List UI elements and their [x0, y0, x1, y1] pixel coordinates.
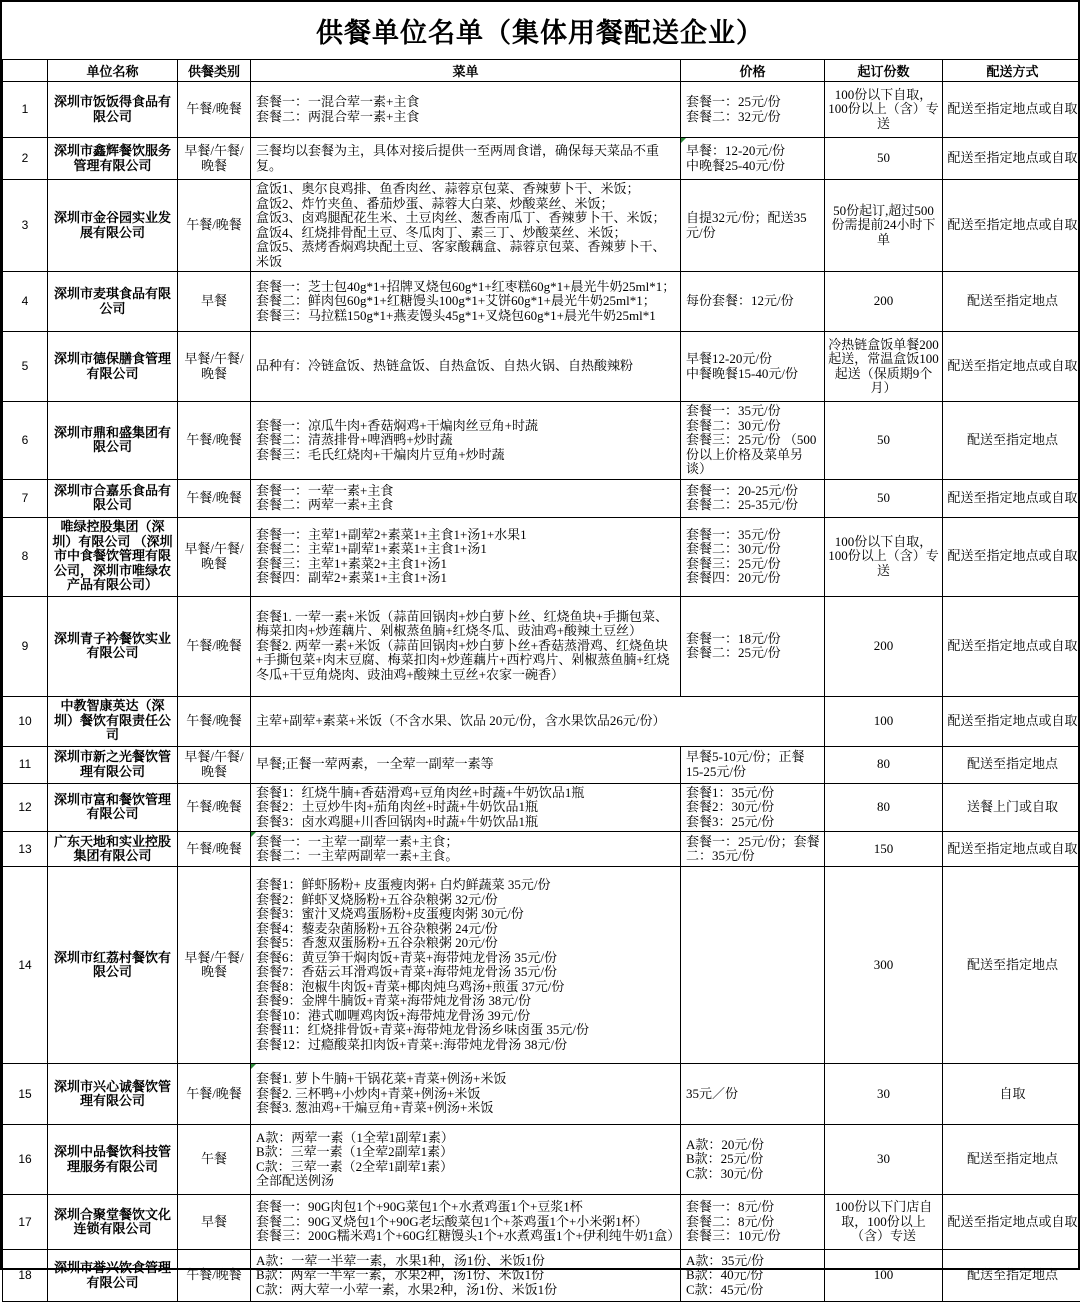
row-number-cell: 16	[3, 1125, 48, 1195]
company-name-cell: 深圳市合嘉乐食品有限公司	[48, 479, 178, 517]
row-number-cell: 14	[3, 867, 48, 1064]
table-row	[3, 1250, 1080, 1302]
delivery-cell: 配送至指定地点或自取	[943, 479, 1080, 517]
table-row	[3, 1064, 1080, 1125]
row-number-cell: 8	[3, 517, 48, 596]
meal-category-cell: 早餐/午餐/晚餐	[178, 332, 251, 402]
company-name-cell: 深圳合聚堂餐饮文化连锁有限公司	[48, 1195, 178, 1250]
price-line: 套餐2：30元/份	[686, 800, 821, 815]
menu-line: 盒饭3、卤鸡腿配花生米、土豆肉丝、葱香南瓜丁、香辣萝卜干、米饭；	[256, 211, 677, 226]
price-line: 套餐二：30元/份	[686, 419, 821, 434]
menu-line: 套餐9：金牌牛腩饭+青菜+海带炖龙骨汤 38元/份	[256, 994, 677, 1009]
catering-table	[2, 59, 1080, 1302]
menu-line: 套餐二：90G叉烧包1个+90G老坛酸菜包1个+茶鸡蛋1个+小米粥1杯）	[256, 1215, 677, 1230]
menu-line: 套餐3：卤水鸡腿+川香回锅肉+时蔬+牛奶饮品1瓶	[256, 815, 677, 830]
price-cell	[681, 783, 825, 832]
table-row	[3, 517, 1080, 596]
menu-cell	[251, 272, 681, 332]
price-line: 套餐一：25元/份；套餐二：35元/份	[686, 835, 821, 864]
meal-category-cell: 午餐/晚餐	[178, 402, 251, 480]
menu-line: 套餐4：藜麦杂菌肠粉+五谷杂粮粥 24元/份	[256, 922, 677, 937]
company-name-cell: 深圳市麦琪食品有限公司	[48, 272, 178, 332]
col-header-category: 供餐类别	[178, 60, 251, 82]
company-name-cell: 深圳市新之光餐饮管理有限公司	[48, 746, 178, 783]
company-name-cell: 深圳市德保膳食管理有限公司	[48, 332, 178, 402]
menu-line: 套餐12：过瘾酸菜扣肉饭+青菜+:海带炖龙骨汤 38元/份	[256, 1038, 677, 1053]
table-row	[3, 867, 1080, 1064]
price-cell	[681, 332, 825, 402]
menu-line: 套餐二：鲜肉包60g*1+红糖馒头100g*1+艾饼60g*1+晨光牛奶25ml*1；	[256, 294, 677, 309]
menu-line: 套餐1. 萝卜牛腩+干锅花菜+青菜+例汤+米饭	[256, 1072, 677, 1087]
menu-line: 套餐三：马拉糕150g*1+燕麦馒头45g*1+叉烧包60g*1+晨光牛奶25ml*1	[256, 309, 677, 324]
menu-line: 套餐一：一混合荤一素+主食	[256, 95, 677, 110]
menu-line: 套餐三：毛氏红烧肉+干煸肉片豆角+炒时蔬	[256, 448, 677, 463]
menu-line: 盒饭4、红烧排骨配土豆、冬瓜肉丁、素三丁、炒酸菜丝、米饭；	[256, 226, 677, 241]
menu-line: 套餐二：两荤一素+主食	[256, 498, 677, 513]
table-row	[3, 746, 1080, 783]
price-line: 套餐3：25元/份	[686, 815, 821, 830]
price-line: B款：40元/份	[686, 1268, 821, 1283]
row-number-cell: 4	[3, 272, 48, 332]
delivery-cell: 配送至指定地点或自取	[943, 596, 1080, 696]
price-line: 套餐三：25元/份	[686, 557, 821, 572]
min-order-cell: 100	[825, 1250, 943, 1302]
price-line: 套餐二：30元/份	[686, 542, 821, 557]
table-row	[3, 479, 1080, 517]
menu-cell	[251, 696, 825, 746]
menu-cell	[251, 1064, 681, 1125]
col-header-menu: 菜单	[251, 60, 681, 82]
menu-cell	[251, 867, 681, 1064]
table-row	[3, 82, 1080, 138]
price-line: 套餐四：20元/份	[686, 571, 821, 586]
col-header-price: 价格	[681, 60, 825, 82]
menu-cell	[251, 1125, 681, 1195]
min-order-cell: 100份以下门店自取，100份以上（含）专送	[825, 1195, 943, 1250]
company-name-cell: 深圳市兴心诚餐饮管理有限公司	[48, 1064, 178, 1125]
menu-cell	[251, 596, 681, 696]
price-line: 套餐一：8元/份	[686, 1200, 821, 1215]
price-cell	[681, 1125, 825, 1195]
menu-line: 套餐2. 两荤一素+米饭（蒜苗回锅肉+炒白萝卜丝+香菇蒸滑鸡、红烧鱼块+手撕包菜+肉末豆腐、梅菜扣肉+炒莲藕片+西柠鸡片、剁椒蒸鱼腩+红烧冬瓜+干豆角烧肉、豉油鸡+酸辣土豆丝+农家一碗香）	[256, 639, 677, 683]
price-line: 中晚餐25-40元/份	[686, 159, 821, 174]
row-number-cell: 6	[3, 402, 48, 480]
delivery-cell: 配送至指定地点	[943, 272, 1080, 332]
price-cell	[681, 867, 825, 1064]
min-order-cell: 50	[825, 479, 943, 517]
menu-cell	[251, 1195, 681, 1250]
row-number-cell: 5	[3, 332, 48, 402]
row-number-cell: 7	[3, 479, 48, 517]
menu-line: 套餐3. 葱油鸡+干煸豆角+青菜+例汤+米饭	[256, 1101, 677, 1116]
menu-line: C款：三荤一素（2全荤1副荤1素）	[256, 1160, 677, 1175]
meal-category-cell: 午餐/晚餐	[178, 180, 251, 272]
min-order-cell: 80	[825, 783, 943, 832]
col-header-name: 单位名称	[48, 60, 178, 82]
price-line: 中餐晚餐15-40元/份	[686, 367, 821, 382]
menu-line: 盒饭2、炸竹夹鱼、番茄炒蛋、蒜蓉大白菜、炒酸菜丝、米饭；	[256, 197, 677, 212]
min-order-cell: 50	[825, 402, 943, 480]
menu-line: 套餐三：主荤1+素菜2+主食1+汤1	[256, 557, 677, 572]
table-row	[3, 596, 1080, 696]
menu-line: 套餐一：一主荤一副荤一素+主食；	[256, 835, 677, 850]
delivery-cell: 送餐上门或自取	[943, 783, 1080, 832]
min-order-cell: 30	[825, 1125, 943, 1195]
col-header-index	[3, 60, 48, 82]
table-row	[3, 402, 1080, 480]
menu-line: 套餐三：200G糯米鸡1个+60G红糖馒头1个+水煮鸡蛋1个+伊利纯牛奶1盒）	[256, 1229, 677, 1244]
company-name-cell: 中教智康英达（深圳）餐饮有限责任公司	[48, 696, 178, 746]
min-order-cell: 100份以下自取，100份以上（含）专送	[825, 517, 943, 596]
min-order-cell: 冷热链盒饭单餐200起送，常温盒饭100起送（保质期9个月）	[825, 332, 943, 402]
company-name-cell: 深圳市鑫辉餐饮服务管理有限公司	[48, 138, 178, 180]
price-line: 早餐5-10元/份；正餐15-25元/份	[686, 750, 821, 779]
menu-line: 套餐四：副荤2+素菜1+主食1+汤1	[256, 571, 677, 586]
table-row	[3, 696, 1080, 746]
menu-line: A款：两荤一素（1全荤1副荤1素）	[256, 1131, 677, 1146]
min-order-cell: 300	[825, 867, 943, 1064]
meal-category-cell: 午餐/晚餐	[178, 696, 251, 746]
min-order-cell: 200	[825, 272, 943, 332]
table-row	[3, 1195, 1080, 1250]
price-line: 套餐二：32元/份	[686, 110, 821, 125]
delivery-cell: 配送至指定地点或自取	[943, 180, 1080, 272]
table-row	[3, 1125, 1080, 1195]
menu-line: 套餐7：香菇云耳滑鸡饭+青菜+海带炖龙骨汤 35元/份	[256, 965, 677, 980]
table-row	[3, 332, 1080, 402]
delivery-cell: 配送至指定地点或自取	[943, 696, 1080, 746]
table-row	[3, 180, 1080, 272]
price-cell	[681, 596, 825, 696]
menu-line: 早餐;正餐一荤两素，一全荤一副荤一素等	[256, 757, 677, 772]
menu-line: 套餐2：土豆炒牛肉+茄角肉丝+时蔬+牛奶饮品1瓶	[256, 800, 677, 815]
menu-line: 主荤+副荤+素菜+米饭（不含水果、饮品 20元/份，含水果饮品26元/份）	[256, 714, 821, 729]
menu-line: 套餐1：红烧牛腩+香菇滑鸡+豆角肉丝+时蔬+牛奶饮品1瓶	[256, 786, 677, 801]
price-cell	[681, 82, 825, 138]
price-line: 早餐：12-20元/份	[686, 144, 821, 159]
menu-line: B款：两荤一半荤一素，水果2种，汤1份、米饭1份	[256, 1268, 677, 1283]
row-number-cell: 10	[3, 696, 48, 746]
row-number-cell: 18	[3, 1250, 48, 1302]
price-line: 套餐三：25元/份 （500份以上价格及菜单另谈）	[686, 433, 821, 477]
menu-line: B款：三荤一素（1全荤2副荤1素）	[256, 1145, 677, 1160]
meal-category-cell: 午餐/晚餐	[178, 1250, 251, 1302]
table-row	[3, 272, 1080, 332]
delivery-cell: 配送至指定地点或自取	[943, 517, 1080, 596]
table-row	[3, 138, 1080, 180]
menu-line: 套餐一：主荤1+副荤2+素菜1+主食1+汤1+水果1	[256, 528, 677, 543]
col-header-delivery: 配送方式	[943, 60, 1080, 82]
menu-line: 套餐一：芝士包40g*1+招牌叉烧包60g*1+红枣糕60g*1+晨光牛奶25ml*1；	[256, 280, 677, 295]
row-number-cell: 13	[3, 832, 48, 867]
price-line: A款：20元/份	[686, 1138, 821, 1153]
min-order-cell: 50	[825, 138, 943, 180]
delivery-cell: 配送至指定地点或自取	[943, 82, 1080, 138]
menu-line: C款：两大荤一小荤一素，水果2种，汤1份、米饭1份	[256, 1283, 677, 1298]
menu-line: 套餐1：鲜虾肠粉+ 皮蛋瘦肉粥+ 白灼鲜蔬菜 35元/份	[256, 878, 677, 893]
table-row	[3, 832, 1080, 867]
company-name-cell: 深圳青子衿餐饮实业有限公司	[48, 596, 178, 696]
company-name-cell: 深圳市金谷园实业发展有限公司	[48, 180, 178, 272]
price-line: B款：25元/份	[686, 1152, 821, 1167]
price-line: 每份套餐：12元/份	[686, 294, 821, 309]
price-cell	[681, 180, 825, 272]
menu-line: 套餐5：香葱双蛋肠粉+五谷杂粮粥 20元/份	[256, 936, 677, 951]
menu-line: 套餐二：两混合荤一素+主食	[256, 110, 677, 125]
meal-category-cell: 早餐	[178, 272, 251, 332]
price-cell	[681, 832, 825, 867]
min-order-cell: 80	[825, 746, 943, 783]
menu-line: 套餐11：红烧排骨饭+青菜+海带炖龙骨汤乡味卤蛋 35元/份	[256, 1023, 677, 1038]
menu-line: 套餐2. 三杯鸭+小炒肉+青菜+例汤+米饭	[256, 1087, 677, 1102]
page-title: 供餐单位名单（集体用餐配送企业）	[2, 2, 1078, 59]
menu-line: 盒饭1、奥尔良鸡排、鱼香肉丝、蒜蓉京包菜、香辣萝卜干、米饭；	[256, 182, 677, 197]
menu-line: 三餐均以套餐为主，具体对接后提供一至两周食谱，确保每天菜品不重复。	[256, 144, 677, 173]
meal-category-cell: 早餐/午餐/晚餐	[178, 138, 251, 180]
menu-line: 套餐二：主荤1+副荤1+素菜1+主食1+汤1	[256, 542, 677, 557]
delivery-cell: 配送至指定地点	[943, 867, 1080, 1064]
price-line: 套餐一：35元/份	[686, 404, 821, 419]
row-number-cell: 12	[3, 783, 48, 832]
meal-category-cell: 早餐/午餐/晚餐	[178, 746, 251, 783]
menu-line: 套餐3：蜜汁叉烧鸡蛋肠粉+皮蛋瘦肉粥 30元/份	[256, 907, 677, 922]
price-line: A款：35元/份	[686, 1254, 821, 1269]
meal-category-cell: 午餐/晚餐	[178, 596, 251, 696]
min-order-cell: 50份起订,超过500份需提前24小时下单	[825, 180, 943, 272]
menu-line: 全部配送例汤	[256, 1174, 677, 1189]
price-cell	[681, 479, 825, 517]
price-line: 套餐二：25元/份	[686, 646, 821, 661]
company-name-cell: 深圳市饭饭得食品有限公司	[48, 82, 178, 138]
price-line: 套餐一：35元/份	[686, 528, 821, 543]
menu-cell	[251, 1250, 681, 1302]
menu-line: 套餐8：泡椒牛肉饭+青菜+椰肉炖乌鸡汤+煎蛋 37元/份	[256, 980, 677, 995]
price-line: C款：45元/份	[686, 1283, 821, 1298]
meal-category-cell: 早餐	[178, 1195, 251, 1250]
price-line: 套餐二：8元/份	[686, 1215, 821, 1230]
min-order-cell: 30	[825, 1064, 943, 1125]
table-row	[3, 783, 1080, 832]
company-name-cell: 深圳市鼎和盛集团有限公司	[48, 402, 178, 480]
meal-category-cell: 午餐/晚餐	[178, 783, 251, 832]
delivery-cell: 配送至指定地点或自取	[943, 832, 1080, 867]
min-order-cell: 200	[825, 596, 943, 696]
price-cell	[681, 1195, 825, 1250]
row-number-cell: 15	[3, 1064, 48, 1125]
company-name-cell: 广东天地和实业控股集团有限公司	[48, 832, 178, 867]
meal-category-cell: 午餐/晚餐	[178, 479, 251, 517]
meal-category-cell: 午餐/晚餐	[178, 832, 251, 867]
price-line: 套餐一：25元/份	[686, 95, 821, 110]
price-line: 套餐一：20-25元/份	[686, 484, 821, 499]
price-cell	[681, 272, 825, 332]
menu-line: 套餐10：港式咖喱鸡肉饭+海带炖龙骨汤 39元/份	[256, 1009, 677, 1024]
company-name-cell: 深圳市誉兴饮食管理有限公司	[48, 1250, 178, 1302]
delivery-cell: 配送至指定地点	[943, 1125, 1080, 1195]
menu-line: 套餐2：鲜虾叉烧肠粉+五谷杂粮粥 32元/份	[256, 893, 677, 908]
menu-cell	[251, 517, 681, 596]
menu-line: 套餐一：90G肉包1个+90G菜包1个+水煮鸡蛋1个+豆浆1杯	[256, 1200, 677, 1215]
price-cell	[681, 1064, 825, 1125]
price-line: 套餐三：10元/份	[686, 1229, 821, 1244]
menu-line: 套餐一：凉瓜牛肉+香菇焖鸡+干煸肉丝豆角+时蔬	[256, 419, 677, 434]
delivery-cell: 自取	[943, 1064, 1080, 1125]
meal-category-cell: 午餐/晚餐	[178, 1064, 251, 1125]
price-cell	[681, 138, 825, 180]
menu-line: 品种有：冷链盒饭、热链盒饭、自热盒饭、自热火锅、自热酸辣粉	[256, 359, 677, 374]
row-number-cell: 17	[3, 1195, 48, 1250]
row-number-cell: 11	[3, 746, 48, 783]
menu-cell	[251, 82, 681, 138]
delivery-cell: 配送至指定地点或自取	[943, 138, 1080, 180]
price-line: 套餐二：25-35元/份	[686, 498, 821, 513]
menu-cell	[251, 783, 681, 832]
company-name-cell: 深圳市红荔村餐饮有限公司	[48, 867, 178, 1064]
menu-cell	[251, 402, 681, 480]
col-header-min-order: 起订份数	[825, 60, 943, 82]
company-name-cell: 唯绿控股集团（深圳）有限公司 （深圳市中食餐饮管理有限公司，深圳市唯绿农产品有限公司）	[48, 517, 178, 596]
menu-line: 套餐一：一荤一素+主食	[256, 484, 677, 499]
price-cell	[681, 517, 825, 596]
row-number-cell: 9	[3, 596, 48, 696]
meal-category-cell: 午餐/晚餐	[178, 82, 251, 138]
menu-line: 套餐6：黄豆笋干焖肉饭+青菜+海带炖龙骨汤 35元/份	[256, 951, 677, 966]
meal-category-cell: 早餐/午餐/晚餐	[178, 867, 251, 1064]
price-line: 套餐一：18元/份	[686, 632, 821, 647]
delivery-cell: 配送至指定地点	[943, 402, 1080, 480]
delivery-cell: 配送至指定地点	[943, 1250, 1080, 1302]
delivery-cell: 配送至指定地点或自取	[943, 1195, 1080, 1250]
menu-cell	[251, 832, 681, 867]
row-number-cell: 1	[3, 82, 48, 138]
company-name-cell: 深圳市富和餐饮管理有限公司	[48, 783, 178, 832]
row-number-cell: 2	[3, 138, 48, 180]
menu-cell	[251, 138, 681, 180]
menu-cell	[251, 332, 681, 402]
min-order-cell: 150	[825, 832, 943, 867]
menu-cell	[251, 180, 681, 272]
price-line: 35元／份	[686, 1087, 821, 1102]
meal-category-cell: 午餐	[178, 1125, 251, 1195]
price-line: 套餐1：35元/份	[686, 786, 821, 801]
row-number-cell: 3	[3, 180, 48, 272]
menu-line: 盒饭5、蒸烤香焖鸡块配土豆、客家酸藕盒、蒜蓉京包菜、香辣萝卜干、米饭	[256, 240, 677, 269]
delivery-cell: 配送至指定地点	[943, 746, 1080, 783]
meal-category-cell: 早餐/午餐/晚餐	[178, 517, 251, 596]
min-order-cell: 100	[825, 696, 943, 746]
price-line: 早餐12-20元/份	[686, 352, 821, 367]
menu-line: 套餐二：一主荤两副荤一素+主食。	[256, 849, 677, 864]
price-line: 自提32元/份；配送35元/份	[686, 211, 821, 240]
menu-cell	[251, 746, 681, 783]
menu-line: 套餐1. 一荤一素+米饭（蒜苗回锅肉+炒白萝卜丝、红烧鱼块+手撕包菜、梅菜扣肉+炒莲藕片、剁椒蒸鱼腩+红烧冬瓜、豉油鸡+酸辣土豆丝）	[256, 610, 677, 639]
company-name-cell: 深圳中品餐饮科技管理服务有限公司	[48, 1125, 178, 1195]
menu-line: A款：一荤一半荤一素，水果1种，汤1份、米饭1份	[256, 1254, 677, 1269]
header-row	[3, 60, 1080, 82]
min-order-cell: 100份以下自取，100份以上（含）专送	[825, 82, 943, 138]
menu-line: 套餐二：清蒸排骨+啤酒鸭+炒时蔬	[256, 433, 677, 448]
menu-cell	[251, 479, 681, 517]
delivery-cell: 配送至指定地点或自取	[943, 332, 1080, 402]
price-cell	[681, 1250, 825, 1302]
price-line: C款：30元/份	[686, 1167, 821, 1182]
price-cell	[681, 746, 825, 783]
price-cell	[681, 402, 825, 480]
